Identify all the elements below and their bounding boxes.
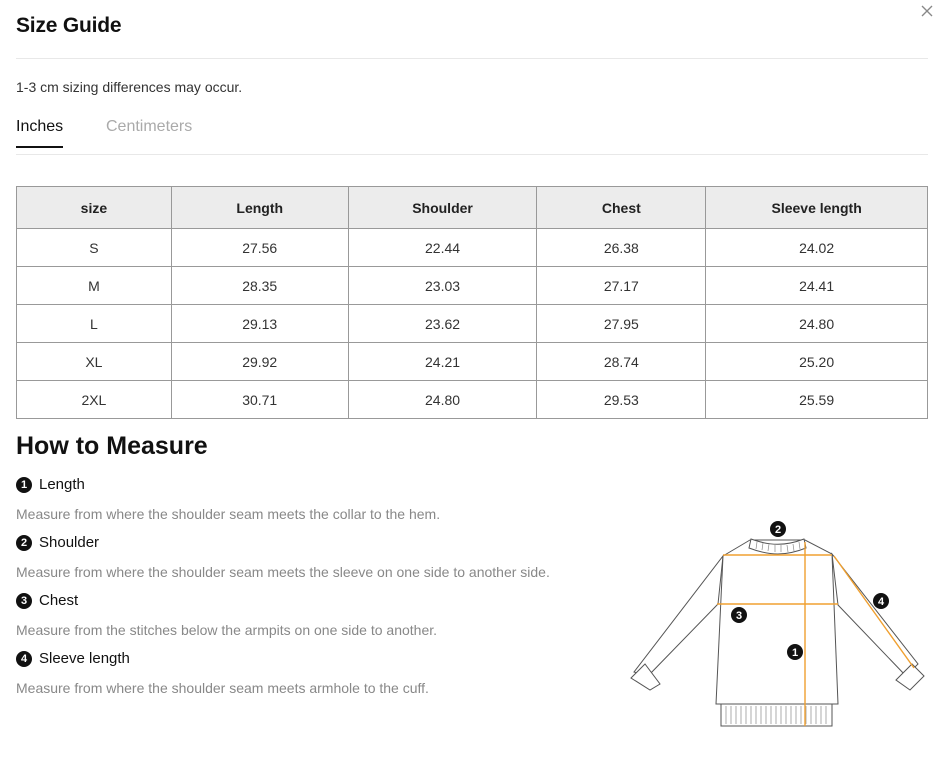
column-header: Chest (537, 187, 706, 229)
measure-item-description: Measure from where the shoulder seam meets the collar to the hem. (16, 506, 441, 522)
table-cell: 24.02 (706, 229, 928, 267)
modal-title: Size Guide (16, 14, 122, 37)
table-cell: L (17, 305, 172, 343)
table-row (17, 305, 928, 343)
table-cell: 27.95 (537, 305, 706, 343)
measure-item-length (16, 476, 85, 493)
marker-4-icon (873, 593, 889, 609)
table-cell: 29.53 (537, 381, 706, 419)
table-cell: 2XL (17, 381, 172, 419)
table-cell: M (17, 267, 172, 305)
table-cell: 30.71 (171, 381, 348, 419)
marker-label: 1 (791, 647, 799, 659)
marker-3-icon (731, 607, 747, 623)
table-cell: 25.59 (706, 381, 928, 419)
table-cell: 24.80 (348, 381, 537, 419)
table-row (17, 343, 928, 381)
number-4-badge-icon: 4 (16, 651, 32, 667)
measure-item-chest (16, 592, 78, 609)
column-header: Shoulder (348, 187, 537, 229)
tab-inches[interactable]: Inches (16, 118, 63, 146)
measure-item-title: Length (39, 476, 85, 493)
table-cell: 23.03 (348, 267, 537, 305)
measure-item-description: Measure from where the shoulder seam meets armhole to the cuff. (16, 680, 429, 696)
tab-centimeters[interactable]: Centimeters (106, 118, 193, 135)
column-header: size (17, 187, 172, 229)
table-header-row (17, 187, 928, 229)
table-cell: 29.92 (171, 343, 348, 381)
table-cell: S (17, 229, 172, 267)
table-cell: 24.41 (706, 267, 928, 305)
table-cell: 28.74 (537, 343, 706, 381)
measure-item-sleeve-length (16, 650, 130, 667)
marker-label: 4 (877, 596, 885, 608)
close-icon[interactable] (918, 2, 936, 20)
column-header: Length (171, 187, 348, 229)
table-cell: 27.56 (171, 229, 348, 267)
measure-item-description: Measure from where the shoulder seam meets the sleeve on one side to another side. (16, 564, 550, 580)
table-cell: 23.62 (348, 305, 537, 343)
table-cell: 26.38 (537, 229, 706, 267)
table-row (17, 229, 928, 267)
measure-item-shoulder (16, 534, 99, 551)
measure-item-title: Shoulder (39, 534, 100, 551)
measure-item-title: Chest (39, 592, 79, 609)
header-divider (16, 58, 928, 59)
how-to-measure-title: How to Measure (16, 432, 208, 460)
marker-2-icon (770, 521, 786, 537)
table-cell: 24.21 (348, 343, 537, 381)
sizing-note: 1-3 cm sizing differences may occur. (16, 79, 243, 95)
size-table (16, 186, 928, 419)
table-cell: 29.13 (171, 305, 348, 343)
marker-1-icon (787, 644, 803, 660)
table-row (17, 267, 928, 305)
number-3-badge-icon: 3 (16, 593, 32, 609)
marker-label: 2 (774, 524, 782, 536)
number-2-badge-icon: 2 (16, 535, 32, 551)
column-header: Sleeve length (706, 187, 928, 229)
table-cell: 22.44 (348, 229, 537, 267)
table-cell: 28.35 (171, 267, 348, 305)
table-row (17, 381, 928, 419)
table-cell: 27.17 (537, 267, 706, 305)
close-button[interactable] (918, 2, 936, 20)
table-cell: 25.20 (706, 343, 928, 381)
unit-tabs (16, 116, 928, 155)
measure-item-description: Measure from the stitches below the armpits on one side to another. (16, 622, 438, 638)
table-cell: 24.80 (706, 305, 928, 343)
measure-item-title: Sleeve length (39, 650, 130, 667)
sweater-measurement-diagram (626, 515, 932, 735)
number-1-badge-icon: 1 (16, 477, 32, 493)
table-cell: XL (17, 343, 172, 381)
marker-label: 3 (735, 610, 743, 622)
